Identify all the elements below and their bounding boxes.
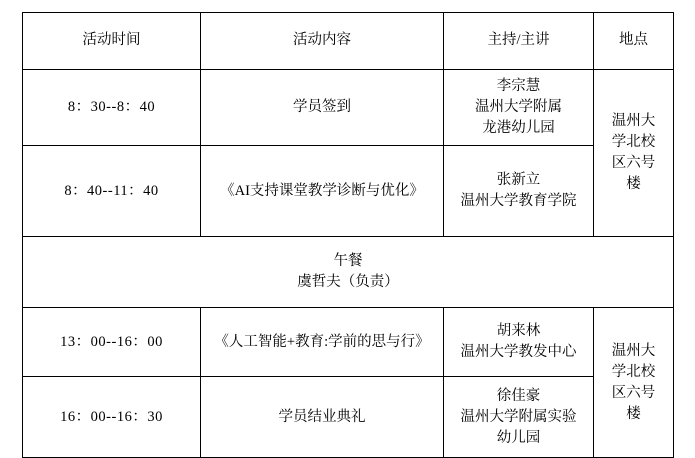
row-place-line: 区六号 xyxy=(611,384,656,401)
column-header-host: 主持/主讲 xyxy=(444,13,594,70)
row-place xyxy=(594,70,674,237)
row-host-line: 龙港幼儿园 xyxy=(482,120,555,137)
lunch-title: 午餐 xyxy=(333,253,363,270)
row-content: 《人工智能+教育:学前的思与行》 xyxy=(201,308,444,377)
schedule-table xyxy=(22,12,674,458)
column-header-content: 活动内容 xyxy=(201,13,444,70)
lunch-cell xyxy=(23,237,674,308)
row-host-line: 徐佳豪 xyxy=(496,387,541,404)
row-host-line: 温州大学教育学院 xyxy=(460,193,577,210)
row-time: 8：40--11：40 xyxy=(23,146,201,237)
row-time: 8：30--8：40 xyxy=(23,70,201,146)
row-host-line: 张新立 xyxy=(496,172,541,189)
table-row xyxy=(23,308,674,377)
row-host-line: 温州大学教发中心 xyxy=(460,344,577,361)
row-host-line: 温州大学附属 xyxy=(475,99,562,116)
row-place-line: 楼 xyxy=(626,405,641,422)
row-content: 《AI支持课堂教学诊断与优化》 xyxy=(201,146,444,237)
row-place-line: 学北校 xyxy=(611,134,656,150)
row-host-line: 温州大学附属实验 xyxy=(460,408,577,425)
row-host xyxy=(444,377,594,458)
row-place-line: 温州大 xyxy=(611,112,656,129)
lunch-responsible: 虞哲夫（负责） xyxy=(297,274,399,291)
row-content: 学员签到 xyxy=(201,70,444,146)
column-header-place: 地点 xyxy=(594,13,674,70)
table-row-lunch xyxy=(23,237,674,308)
table-header-row xyxy=(23,13,674,70)
row-time: 13：00--16：00 xyxy=(23,308,201,377)
row-host xyxy=(444,308,594,377)
row-place xyxy=(594,308,674,458)
row-time: 16：00--16：30 xyxy=(23,377,201,458)
row-content: 学员结业典礼 xyxy=(201,377,444,458)
row-place-line: 温州大 xyxy=(611,342,656,359)
table-row xyxy=(23,377,674,458)
row-host-line: 胡来林 xyxy=(496,323,541,340)
row-place-line: 区六号 xyxy=(611,155,656,172)
table-row xyxy=(23,70,674,146)
row-host xyxy=(444,146,594,237)
row-host-line: 幼儿园 xyxy=(496,429,541,446)
row-place-line: 学北校 xyxy=(611,363,656,380)
table-row xyxy=(23,146,674,237)
column-header-time: 活动时间 xyxy=(23,13,201,70)
row-host-line: 李宗慧 xyxy=(496,78,541,94)
row-host xyxy=(444,70,594,146)
row-place-line: 楼 xyxy=(626,176,641,193)
